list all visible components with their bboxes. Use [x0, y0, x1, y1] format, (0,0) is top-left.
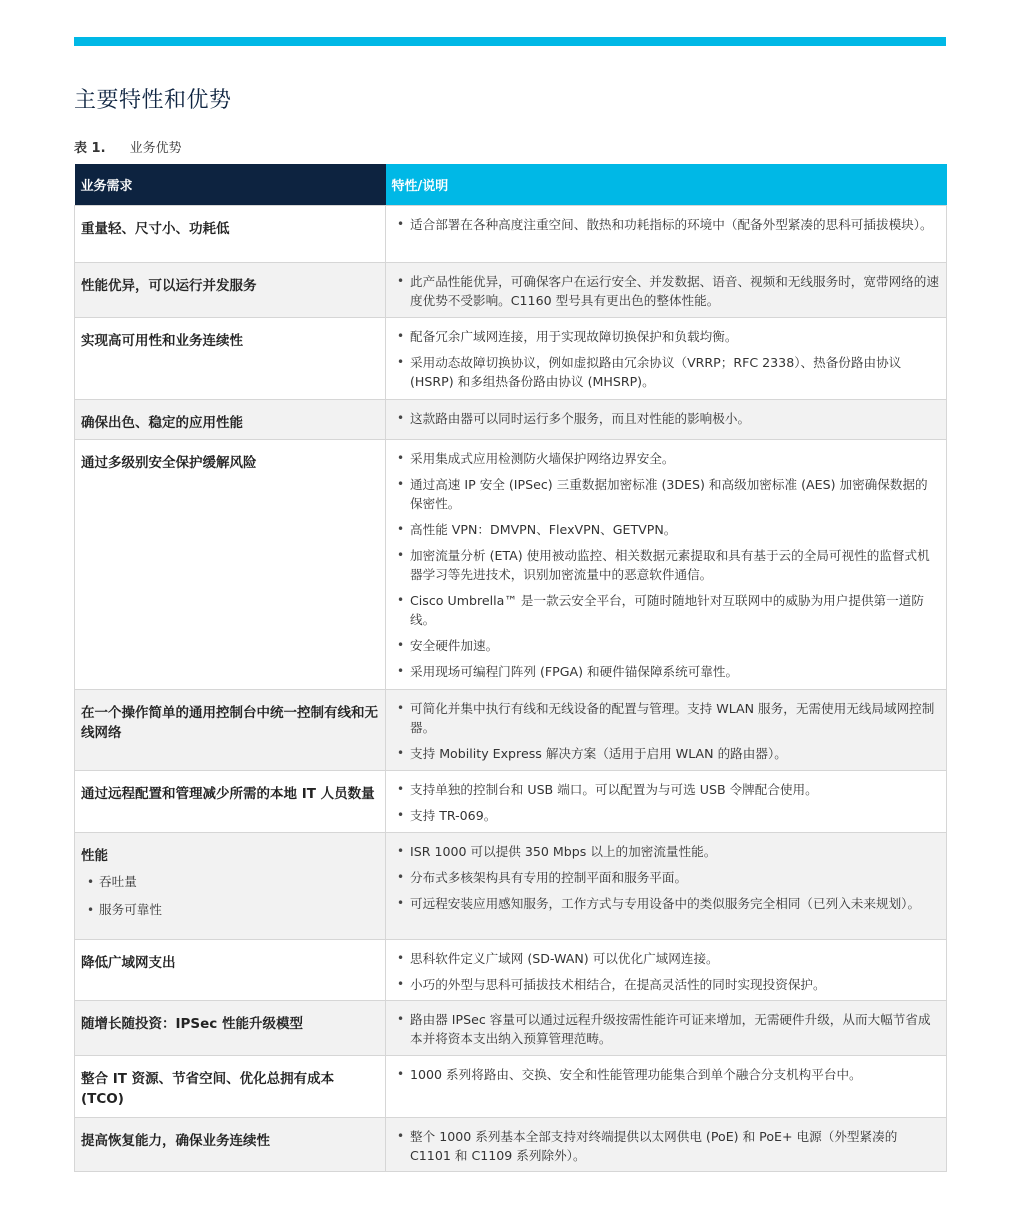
business-need-text: 提高恢复能力，确保业务连续性	[81, 1132, 270, 1149]
table-row	[75, 1117, 947, 1171]
feature-list	[396, 842, 940, 913]
feature-item: • 1000 系列将路由、交换、安全和性能管理功能集合到单个融合分支机构平台中。	[396, 1065, 940, 1084]
business-need-text: 性能优异，可以运行并发服务	[81, 277, 257, 294]
feature-item: • 安全硬件加速。	[396, 636, 940, 655]
business-need-subitem: • 服务可靠性	[81, 900, 379, 920]
business-need-text: 实现高可用性和业务连续性	[81, 332, 243, 349]
feature-item: • 可远程安装应用感知服务，工作方式与专用设备中的类似服务完全相同（已列入未来规划）。	[396, 894, 940, 913]
feature-cell	[386, 439, 947, 689]
feature-list	[396, 1065, 940, 1084]
feature-list	[396, 1010, 940, 1048]
feature-item: • 采用现场可编程门阵列 (FPGA) 和硬件锚保障系统可靠性。	[396, 662, 940, 681]
feature-cell	[386, 1055, 947, 1117]
business-need-cell	[75, 689, 386, 770]
feature-cell	[386, 1000, 947, 1055]
business-need-text: 在一个操作简单的通用控制台中统一控制有线和无线网络	[81, 704, 378, 741]
feature-list	[396, 409, 940, 428]
feature-list	[396, 780, 940, 825]
table-header-row	[75, 164, 947, 205]
table-caption	[74, 137, 182, 156]
table-row	[75, 262, 947, 317]
table-row	[75, 770, 947, 832]
table-caption-title: 业务优势	[129, 141, 182, 156]
feature-item: • 思科软件定义广域网 (SD-WAN) 可以优化广域网连接。	[396, 949, 940, 968]
feature-item: • 适合部署在各种高度注重空间、散热和功耗指标的环境中（配备外型紧凑的思科可插拔模块）。	[396, 215, 940, 234]
feature-item: • 配备冗余广域网连接，用于实现故障切换保护和负载均衡。	[396, 327, 940, 346]
feature-item: • Cisco Umbrella™ 是一款云安全平台，可随时随地针对互联网中的威胁为用户提供第一道防线。	[396, 591, 940, 629]
feature-item: • 整个 1000 系列基本全部支持对终端提供以太网供电 (PoE) 和 PoE+ 电源（外型紧凑的 C1101 和 C1109 系列除外）。	[396, 1127, 940, 1165]
business-need-text: 随增长随投资：IPSec 性能升级模型	[81, 1015, 303, 1032]
table-row	[75, 205, 947, 262]
feature-item: • 高性能 VPN：DMVPN、FlexVPN、GETVPN。	[396, 520, 940, 539]
feature-list	[396, 699, 940, 763]
business-need-cell	[75, 439, 386, 689]
business-need-text: 整合 IT 资源、节省空间、优化总拥有成本 (TCO)	[81, 1070, 335, 1107]
feature-item: • 路由器 IPSec 容量可以通过远程升级按需性能许可证来增加，无需硬件升级，从而大幅节省成本并将资本支出纳入预算管理范畴。	[396, 1010, 940, 1048]
column-header-need: 业务需求	[75, 164, 386, 205]
table-row	[75, 1055, 947, 1117]
feature-list	[396, 215, 940, 234]
feature-cell	[386, 1117, 947, 1171]
table-row	[75, 939, 947, 1000]
feature-cell	[386, 317, 947, 399]
table-row	[75, 317, 947, 399]
feature-item: • 通过高速 IP 安全 (IPSec) 三重数据加密标准 (3DES) 和高级加密标准 (AES) 加密确保数据的保密性。	[396, 475, 940, 513]
table-row	[75, 832, 947, 939]
feature-list	[396, 449, 940, 681]
business-need-cell	[75, 317, 386, 399]
feature-item: • 采用动态故障切换协议，例如虚拟路由冗余协议（VRRP；RFC 2338）、热备份路由协议 (HSRP) 和多组热备份路由协议 (MHSRP)。	[396, 353, 940, 391]
business-need-text: 降低广域网支出	[81, 954, 176, 971]
feature-cell	[386, 939, 947, 1000]
business-need-cell	[75, 770, 386, 832]
business-need-text: 确保出色、稳定的应用性能	[81, 414, 243, 431]
feature-item: • 可简化并集中执行有线和无线设备的配置与管理。支持 WLAN 服务，无需使用无线局域网控制器。	[396, 699, 940, 737]
feature-cell	[386, 770, 947, 832]
feature-item: • 分布式多核架构具有专用的控制平面和服务平面。	[396, 868, 940, 887]
header-accent-bar	[74, 37, 946, 46]
feature-item: • 支持 TR-069。	[396, 806, 940, 825]
business-need-text: 通过远程配置和管理减少所需的本地 IT 人员数量	[81, 785, 375, 802]
table-body	[75, 205, 947, 1171]
business-need-text: 性能	[81, 847, 108, 864]
business-need-cell	[75, 262, 386, 317]
business-benefits-table	[74, 164, 947, 1172]
feature-list	[396, 272, 940, 310]
feature-list	[396, 949, 940, 994]
feature-list	[396, 327, 940, 391]
table-row	[75, 399, 947, 439]
feature-item: • 加密流量分析 (ETA) 使用被动监控、相关数据元素提取和具有基于云的全局可视性的监督式机器学习等先进技术，识别加密流量中的恶意软件通信。	[396, 546, 940, 584]
business-need-cell	[75, 832, 386, 939]
table-row	[75, 439, 947, 689]
feature-item: • 这款路由器可以同时运行多个服务，而且对性能的影响极小。	[396, 409, 940, 428]
business-need-subitem: • 吞吐量	[81, 872, 379, 892]
feature-cell	[386, 205, 947, 262]
page-title: 主要特性和优势	[74, 88, 232, 113]
feature-cell	[386, 689, 947, 770]
business-need-cell	[75, 1055, 386, 1117]
business-need-text: 通过多级别安全保护缓解风险	[81, 454, 257, 471]
feature-item: • ISR 1000 可以提供 350 Mbps 以上的加密流量性能。	[396, 842, 940, 861]
feature-item: • 支持 Mobility Express 解决方案（适用于启用 WLAN 的路由器）。	[396, 744, 940, 763]
business-need-text: 重量轻、尺寸小、功耗低	[81, 220, 230, 237]
feature-item: • 采用集成式应用检测防火墙保护网络边界安全。	[396, 449, 940, 468]
feature-item: • 支持单独的控制台和 USB 端口。可以配置为与可选 USB 令牌配合使用。	[396, 780, 940, 799]
business-need-cell	[75, 1117, 386, 1171]
business-need-cell	[75, 1000, 386, 1055]
table-row	[75, 689, 947, 770]
feature-cell	[386, 832, 947, 939]
business-need-cell	[75, 939, 386, 1000]
column-header-feature: 特性/说明	[386, 164, 947, 205]
business-need-cell	[75, 399, 386, 439]
business-need-cell	[75, 205, 386, 262]
feature-item: • 此产品性能优异，可确保客户在运行安全、并发数据、语音、视频和无线服务时，宽带网络的速度优势不受影响。C1160 型号具有更出色的整体性能。	[396, 272, 940, 310]
table-row	[75, 1000, 947, 1055]
feature-cell	[386, 399, 947, 439]
feature-list	[396, 1127, 940, 1165]
feature-item: • 小巧的外型与思科可插拔技术相结合，在提高灵活性的同时实现投资保护。	[396, 975, 940, 994]
business-need-sublist	[81, 872, 379, 920]
feature-cell	[386, 262, 947, 317]
table-caption-number: 表 1.	[74, 141, 106, 156]
